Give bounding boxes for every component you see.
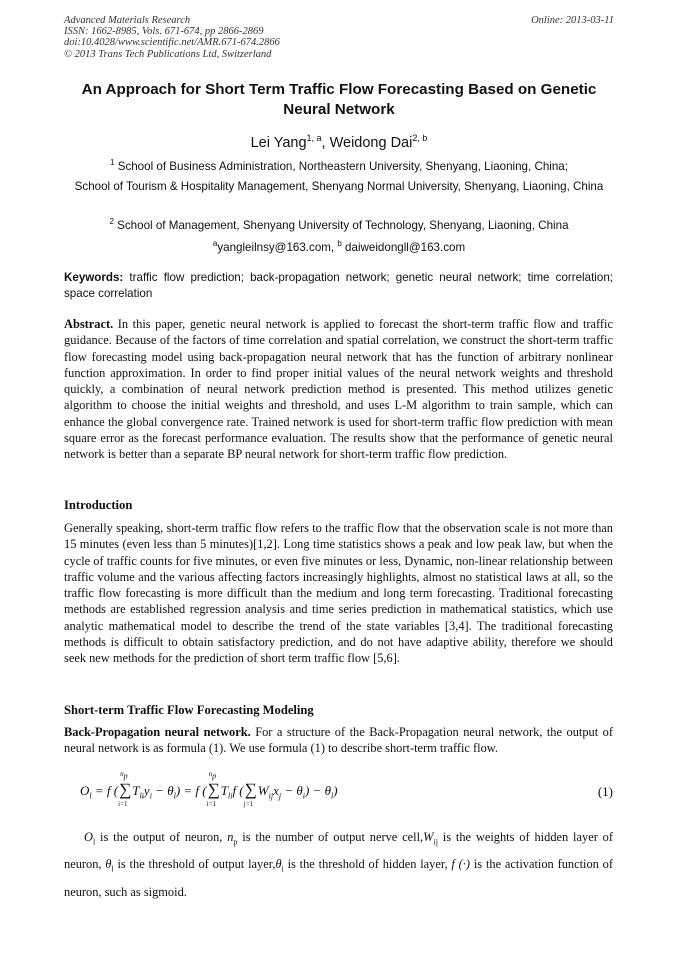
bp-label: Back-Propagation neural network. (64, 725, 251, 739)
sum-1-top-sub: p (123, 771, 128, 781)
bp-text: For a structure of the Back-Propagation neural network, the output of neural network is as formula (1). We use formula (1) to describe short-term traffic flow. (64, 725, 613, 756)
keywords-label: Keywords: (64, 271, 124, 284)
keywords (64, 270, 613, 302)
email-a: yangleilnsy@163.com, (217, 240, 338, 254)
journal-name: Advanced Materials Research (64, 15, 191, 26)
var-text-1: is the output of neuron, (95, 830, 228, 844)
formula-theta2: − θ (281, 783, 303, 798)
author-1-affiliation: 1, a (306, 133, 322, 143)
var-theta-i-sub: i (281, 864, 284, 874)
email-b-mark: b (337, 239, 342, 248)
formula-x-sub: j (278, 791, 282, 801)
formula-expression (80, 770, 338, 808)
var-n-sub: p (233, 837, 238, 847)
formula-theta1-sub: l (173, 791, 176, 801)
email-a-mark: a (212, 239, 218, 248)
formula-o: O (80, 783, 90, 798)
affiliation-1 (60, 155, 618, 174)
formula-t1-sub: li (139, 791, 144, 801)
bp-paragraph (64, 724, 613, 757)
abstract-text: In this paper, genetic neural network is applied to forecast the short-term traffic flow and traffic guidance. Because of the factors of time correlation and spatial correlation, we construct the short-term traffic flow forecasting model using back-propagation neural network that has the function of arbitrary nonlinear function approximation. In order to find proper initial values of the neural network weights and threshold quickly, a combination of neural network prediction method is presented. This method utilizes genetic algorithm to choose the initial weights and threshold, and uses L-M algorithm to train sample, which can enhance the global convergence rate. Trained network is used for short-term traffic flow prediction with mean square error as the forecast performance evaluation. The results show that the performance of genetic neural network is better than a separate BP neural network for short-term traffic flow prediction. (64, 317, 613, 462)
var-w: W (423, 830, 434, 844)
online-date: Online: 2013-03-11 (531, 15, 614, 26)
sum-symbol-1: ∑ np i=1 (118, 770, 132, 808)
paper-title: An Approach for Short Term Traffic Flow Forecasting Based on Genetic Neural Network (81, 81, 597, 118)
formula-theta3-sub: l (330, 791, 334, 801)
formula-o-sub: l (89, 791, 92, 801)
var-theta-l-sub: l (111, 864, 114, 874)
var-o-sub: l (92, 837, 96, 847)
affiliation-2-mark: 2 (109, 217, 114, 226)
formula-number: (1) (597, 784, 613, 799)
formula-y: y (143, 783, 150, 798)
var-o: O (84, 830, 93, 844)
abstract (64, 316, 613, 463)
author-line (60, 128, 618, 153)
formula-theta1: − θ (151, 783, 174, 798)
sum-2-top: n (208, 770, 213, 778)
variable-definitions (64, 826, 613, 903)
formula-t2: T (220, 783, 228, 798)
introduction-heading: Introduction (64, 498, 133, 512)
formula-f2: f ( (232, 783, 244, 798)
formula-close2: ) (333, 783, 338, 798)
sum-1-bottom: i=1 (118, 800, 128, 808)
formula-w-sub: ij (268, 791, 274, 801)
formula-theta2-sub: i (302, 791, 305, 801)
var-text-3: is the weights of hidden layer of neuron, (64, 830, 614, 872)
abstract-label: Abstract. (64, 317, 114, 331)
keywords-text: traffic flow prediction; back-propagation network; genetic neural network; time correlation; space correlation (64, 271, 613, 300)
doi-line: doi:10.4028/www.scientific.net/AMR.671-674.2866 (64, 37, 280, 49)
author-1: Lei Yang (250, 134, 307, 151)
modeling-heading: Short-term Traffic Flow Forecasting Modeling (64, 703, 314, 717)
formula-t2-sub: li (227, 791, 233, 801)
formula-eq2: ) = f ( (175, 783, 207, 798)
var-f: f (·) (451, 857, 471, 872)
sum-2-top-sub: p (212, 771, 217, 781)
var-text-2: is the number of output nerve cell, (237, 830, 424, 844)
var-n: n (227, 830, 234, 844)
var-w-sub: ij (433, 837, 438, 847)
sum-2-bottom: i=1 (206, 800, 217, 808)
affiliation-1-text: School of Business Administration, Northeastern University, Shenyang, Liaoning, China; (114, 159, 568, 173)
introduction-text: Generally speaking, short-term traffic flow refers to the traffic flow that the observation scale is not more than 15 minutes (even less than 5 minutes)[1,2]. Long time statistics shows a peak and low peak law, but when the cycle of traffic counts for five minutes, or even five minutes or less, Dynamic, non-linear relationship between traffic volume and the various affecting factors increasingly highlights, almost no statistical laws at all, so the traffic flow forecasting is more difficult than the medium and long term forecasting. Traditional forecasting methods are established regression analysis and time series prediction in mathematical statistics, which use analytic mathematical model to describe the trend of the state variables [3,4]. The traditional forecasting methods is difficult to obtain satisfactory prediction, and do not have adaptive ability, therefore we should seek new methods for the prediction of short term traffic flow [5,6]. (64, 521, 613, 666)
journal-header (64, 15, 280, 60)
formula-close1: ) − θ (304, 783, 331, 798)
author-2: Weidong Dai (329, 134, 413, 151)
sum-1-top: n (120, 770, 124, 778)
var-theta-i: θ (275, 857, 282, 872)
email-line (60, 236, 618, 255)
formula-eq1: = f ( (91, 783, 119, 798)
formula-w: W (257, 783, 269, 798)
formula-t1: T (132, 783, 140, 798)
var-theta-l: θ (105, 857, 112, 872)
var-text-5: is the threshold of hidden layer, (283, 857, 452, 872)
affiliation-2 (60, 214, 618, 233)
author-2-affiliation: 2, b (412, 133, 428, 143)
sum-3-bottom: j=1 (243, 800, 254, 808)
affiliation-2-text: School of Management, Shenyang University of Technology, Shenyang, Liaoning, China (113, 218, 569, 232)
copyright-line: © 2013 Trans Tech Publications Ltd, Switzerland (64, 48, 272, 60)
affiliation-1-mark: 1 (110, 158, 115, 167)
sum-symbol-2: ∑ np i=1 (206, 770, 220, 808)
formula-1 (80, 770, 613, 810)
sum-symbol-3: ∑ j=1 (243, 780, 257, 808)
var-text-6: is the activation function of neuron, such as sigmoid. (64, 857, 614, 899)
affiliation-1b: School of Tourism & Hospitality Management, Shenyang Normal University, Shenyang, Liaoning, China (74, 180, 604, 193)
email-b: daiweidongll@163.com (341, 240, 466, 254)
author-separator: , (321, 134, 330, 151)
var-text-4: is the threshold of output layer, (113, 857, 276, 872)
issn-line: ISSN: 1662-8985, Vols. 671-674, pp 2866-2869 (64, 26, 264, 38)
formula-x: x (273, 783, 279, 798)
formula-y-sub: i (149, 791, 152, 801)
